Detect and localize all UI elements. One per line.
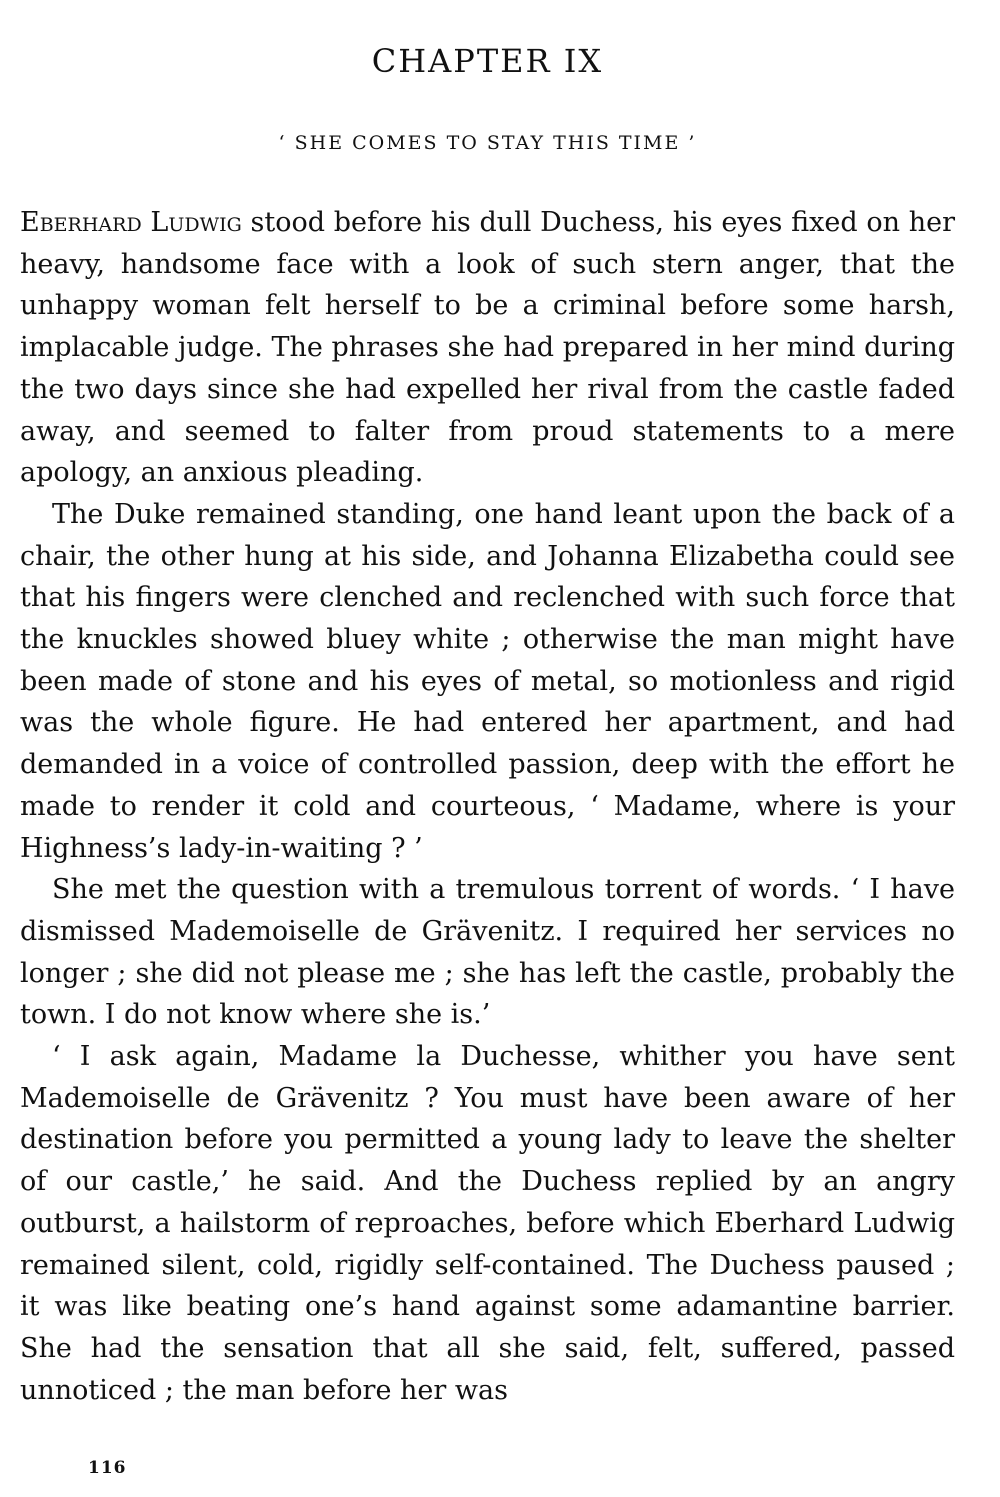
paragraph-1 [20,202,955,494]
opening-words: Eberhard Ludwig [20,207,242,238]
paragraph-2: The Duke remained standing, one hand leant upon the back of a chair, the other hung at his side, and Johanna Elizabetha could see that his fingers were clenched and reclenched with such force that the knuckles showed bluey white ; otherwise the man might have been made of stone and his eyes of metal, so motionless and rigid was the whole figure. He had entered her apartment, and had demanded in a voice of controlled passion, deep with the effort he made to render it cold and courteous, ‘ Madame, where is your Highness’s lady-in-waiting ? ’ [20,498,955,864]
paragraph-1-text: stood before his dull Duchess, his eyes fixed on her heavy, handsome face with a look of such stern anger, that the unhappy woman felt herself to be a criminal before some harsh, implacable judge. The phrases she had prepared in her mind during the two days since she had expelled her rival from the castle faded away, and seemed to falter from proud statements to a mere apology, an anxious pleading. [20,207,955,489]
page-number: 116 [88,1458,127,1478]
chapter-subtitle: ‘ SHE COMES TO STAY THIS TIME ’ [278,132,697,154]
chapter-body [20,202,955,1411]
chapter-title: CHAPTER IX [371,42,604,80]
paragraph-4: ‘ I ask again, Madame la Duchesse, whither you have sent Mademoiselle de Grävenitz ? You must have been aware of her destination before you permitted a young lady to leave the shelter of our castle,’ he said. And the Duchess replied by an angry outburst, a hailstorm of reproaches, before which Eberhard Ludwig remained silent, cold, rigidly self-contained. The Duchess paused ; it was like beating one’s hand against some adamantine barrier. She had the sensation that all she said, felt, suffered, passed unnoticed ; the man before her was [20,1041,955,1406]
book-page [20,30,955,1480]
paragraph-3: She met the question with a tremulous torrent of words. ‘ I have dismissed Mademoiselle de Grävenitz. I required her services no longer ; she did not please me ; she has left the castle, probably the town. I do not know where she is.’ [20,874,955,1031]
